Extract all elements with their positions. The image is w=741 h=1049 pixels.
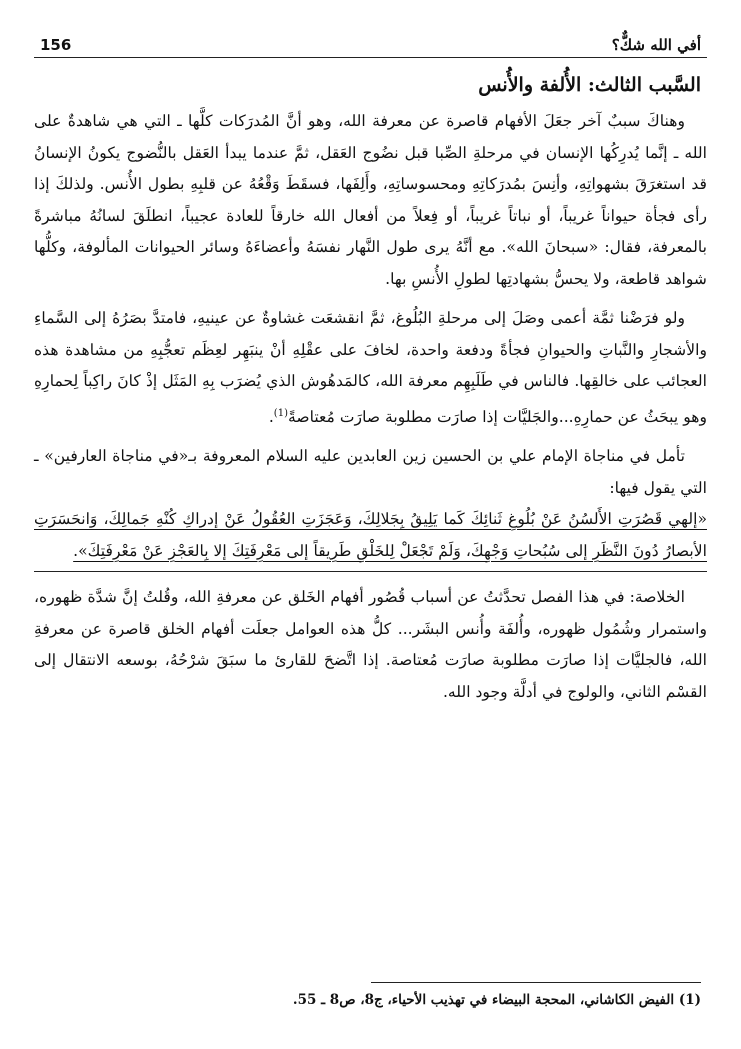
footnote-divider <box>371 982 701 983</box>
footnote-ref[interactable]: (1) <box>273 407 288 419</box>
supplication-quote: «إلهي قَصُرَتِ الأَلسُنُ عَنْ بُلُوغِ ثَنائِكَ كَما يَلِيقُ بِجَلالِكَ، وَعَجَزَتِ العُقُولُ عَنْ إدراكِ كُنْهِ جَمالِكَ، وَانحَسَرَتِ الأبصارُ دُونَ النَّظَرِ إلى سُبُحاتِ وَجْهِكَ، وَلَمْ تَجْعَلْ لِلخَلْقِ طَرِيقاً إلى مَعْرِفَتِكَ إلا بِالعَجْزِ عَنْ مَعْرِفَتِكَ». <box>34 510 707 560</box>
page-header <box>34 28 707 58</box>
paragraph-1: وهناكَ سببٌ آخر جعَلَ الأفهام قاصرة عن معرفة الله، وهو أنَّ المُدرَكات كلَّها ـ التي هي شاهدةٌ على الله ـ إنَّما يُدرِكُها الإنسان في مرحلةِ الصِّبا قبل نضُوج العَقل، ثمَّ عندما يبدأ العَقل بالنُّضوج يكونُ الإنسانُ قد استغرَقَ بشهواتِهِ، وأنِسَ بمُدرَكاتِهِ ومحسوساتِهِ، وأَلِفَها، فسقَطَ وَقْعُهُ عن قلبِهِ بطول الأُنس. ولذلكَ إذا رأى فجأة حيواناً غريباً، أو نباتاً غريباً، أو فِعلاً من أفعال الله خارقاً للعادة عجيباً، انطلَقَ لسانُهُ مباشرةً بالمعرفة، فقال: «سبحانَ الله». مع أنَّهُ يرى طول النَّهار نفسَهُ وأعضاءَهُ وسائر الحيوانات المألوفة، وكلُّها شواهد قاطعة، ولا يحسُّ بشهادتِها لطولِ الأُنسِ بها. <box>34 112 707 288</box>
paragraph-2-text: ولو فرَضْنا ثمَّة أعمى وصَلَ إلى مرحلةِ البُلُوغ، ثمَّ انقشعَت غشاوةٌ عن عينيهِ، فامتدَّ بصَرُهُ إلى السَّماءِ والأشجارِ والنَّباتِ والحيوانِ فجأةً ودفعة واحدة، لخافَ على عقْلِهِ أنْ ينبَهِر لعِظَم تعجُّبِهِ من مشاهدة هذه العجائب على خالقِها. فالناس في طَلَبِهِم معرفة الله، كالمَدهُوش الذي يُضرَب بِهِ المَثَل إذْ كانَ راكِباً لِحمارِهِ وهو يبحَثُ عن حمارِهِ...والجَليَّات إذا صارَت مطلوبة صارَت مُعتاصةً <box>34 309 707 426</box>
footnote: (1) الفيض الكاشاني، المحجة البيضاء في تهذيب الأحياء، ج8، ص8 ـ 55. <box>292 992 701 1008</box>
quote-divider <box>34 571 707 572</box>
summary-paragraph: الخلاصة: في هذا الفصل تحدَّثتُ عن أسباب قُصُور أفهام الخَلق عن معرفةِ الله، وقُلتُ إنَّ شدَّة ظهوره، واستمرار وشُمُول ظهوره، وأُلفَة وأُنس البشَر... كلُّ هذه العوامل جعلَت أفهام الخلق قاصرة عن معرفةِ الله، فالجليَّات إذا صارَت مطلوبة صارَت مُعتاصة. إذا اتَّضحَ للقارئ ما سبَقَ شرْحُهُ، بوسعه الانتقال إلى القسْم الثاني، والولوج في أدلَّة وجود الله. <box>34 588 707 701</box>
paragraph-2: ولو فرَضْنا ثمَّة أعمى وصَلَ إلى مرحلةِ البُلُوغ، ثمَّ انقشعَت غشاوةٌ عن عينيهِ، فامتدَّ بصَرُهُ إلى السَّماءِ والأشجارِ والنَّباتِ والحيوانِ فجأةً ودفعة واحدة، لخافَ على عقْلِهِ أنْ ينبَهِر لعِظَم تعجُّبِهِ من مشاهدة هذه العجائب على خالقِها. فالناس في طَلَبِهِم معرفة الله، كالمَدهُوش الذي يُضرَب بِهِ المَثَل إذْ كانَ راكِباً لِحمارِهِ وهو يبحَثُ عن حمارِهِ...والجَليَّات إذا صارَت مطلوبة صارَت مُعتاصةً$^{(1)}$. <box>34 309 707 426</box>
section-title: السَّبب الثالث: الأُلفة والأُنس <box>478 74 701 96</box>
paragraph-3: تأمل في مناجاة الإمام علي بن الحسين زين العابدين عليه السلام المعروفة بـ«في مناجاة العارفين» ـ التي يقول فيها: <box>34 447 707 497</box>
page-number: 156 <box>40 36 72 54</box>
running-title: أفي الله شكٌّ؟ <box>611 36 701 54</box>
